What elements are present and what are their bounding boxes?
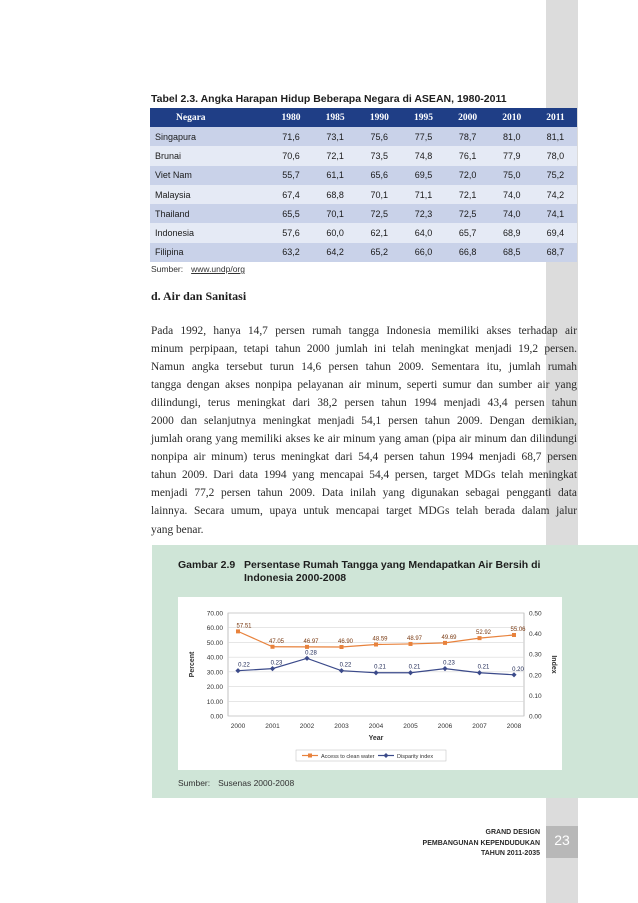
paragraph-line: tahun 2009. Dari data 1994 yang mencapai 54,4 persen, target MDGs telah meningkat bbox=[151, 469, 577, 482]
table-cell: Brunai bbox=[150, 146, 269, 165]
y2-axis-title: Index bbox=[550, 655, 557, 674]
table-cell: 66,8 bbox=[446, 243, 490, 262]
x-tick-label: 2007 bbox=[472, 723, 487, 730]
table-cell: 72,1 bbox=[446, 185, 490, 204]
data-point bbox=[374, 643, 378, 647]
table-cell: 64,0 bbox=[401, 223, 445, 242]
y2-tick-label: 0.40 bbox=[529, 631, 542, 639]
table-cell: 71,6 bbox=[269, 127, 313, 146]
table-header-cell: Negara bbox=[150, 108, 269, 127]
table-cell: 66,0 bbox=[401, 243, 445, 262]
table-cell: 65,7 bbox=[446, 223, 490, 242]
table-source-label: Sumber: bbox=[151, 264, 184, 274]
footer-line: GRAND DESIGN bbox=[485, 829, 540, 836]
paragraph-line: Pada 1992, hanya 14,7 persen rumah tangga Indonesia memiliki akses terhadap air bbox=[151, 325, 577, 337]
paragraph-line: 2000 dan selanjutnya meningkat menjadi 54,1 persen tahun 2009. Dengan demikian, bbox=[151, 415, 577, 428]
paragraph-line: Namun angka tersebut turun 14,6 persen tahun 2009. Sementara itu, jumlah rumah bbox=[151, 361, 577, 374]
data-point bbox=[305, 645, 309, 649]
legend-label: Disparity index bbox=[397, 754, 434, 760]
table-cell: 65,2 bbox=[357, 243, 401, 262]
y-tick-label: 60.00 bbox=[206, 625, 223, 633]
footer-line: PEMBANGUNAN KEPENDUDUKAN bbox=[422, 839, 540, 847]
figure-number: Gambar 2.9 bbox=[178, 559, 236, 571]
legend-marker bbox=[308, 754, 312, 758]
table-cell: 77,9 bbox=[490, 146, 534, 165]
table-cell: 75,2 bbox=[534, 166, 577, 185]
body-paragraph bbox=[151, 322, 577, 539]
y-tick-label: 10.00 bbox=[206, 698, 223, 706]
x-axis-title: Year bbox=[368, 735, 384, 742]
table-cell: 72,5 bbox=[357, 204, 401, 223]
data-label: 55.06 bbox=[510, 626, 526, 633]
data-label: 0.22 bbox=[339, 662, 352, 669]
table-cell: 67,4 bbox=[269, 185, 313, 204]
figure-source-label: Sumber: bbox=[178, 778, 211, 788]
y-tick-label: 50.00 bbox=[206, 639, 223, 647]
table-cell: 73,1 bbox=[313, 127, 357, 146]
data-label: 0.20 bbox=[512, 666, 524, 673]
table-cell: 78,0 bbox=[534, 146, 577, 165]
table-header-cell: 1990 bbox=[357, 108, 401, 127]
table-cell: 75,0 bbox=[490, 166, 534, 185]
footer-line: TAHUN 2011-2035 bbox=[480, 850, 540, 857]
table-header-cell: 1995 bbox=[401, 108, 445, 127]
data-label: 52.92 bbox=[475, 630, 492, 637]
data-label: 0.23 bbox=[443, 660, 455, 667]
x-tick-label: 2003 bbox=[334, 723, 349, 730]
table-cell: 64,2 bbox=[313, 243, 357, 262]
table-cell: 74,1 bbox=[534, 204, 577, 223]
table-cell: 77,5 bbox=[401, 127, 445, 146]
data-point bbox=[340, 645, 344, 649]
table-cell: 63,2 bbox=[269, 243, 313, 262]
water-access-chart bbox=[178, 597, 562, 770]
data-label: 0.21 bbox=[374, 664, 386, 671]
table-cell: 70,1 bbox=[357, 185, 401, 204]
paragraph-line: nonpipa air minum) terus meningkat dari 54,4 persen tahun 1994 menjadi 68,7 persen bbox=[151, 451, 577, 464]
table-cell: 72,3 bbox=[401, 204, 445, 223]
table-cell: 81,1 bbox=[534, 127, 577, 146]
paragraph-line: minum perpipaan, tetapi tahun 2000 jumlah ini telah meningkat menjadi 19,2 persen. bbox=[151, 343, 577, 356]
x-tick-label: 2002 bbox=[299, 723, 315, 730]
table-header-cell: 2000 bbox=[446, 108, 490, 127]
data-label: 0.28 bbox=[305, 650, 317, 657]
table-row bbox=[150, 166, 577, 185]
table-cell: 65,5 bbox=[269, 204, 313, 223]
y-tick-label: 70.00 bbox=[206, 610, 223, 618]
table-source bbox=[151, 264, 245, 274]
paragraph-line: lainnya. Secara umum, upaya untuk mencapai target MDGs telah berada dalam jalur bbox=[151, 505, 577, 518]
figure-title: Persentase Rumah Tangga yang Mendapatkan Air Bersih di Indonesia 2000-2008 bbox=[244, 559, 541, 584]
data-label: 0.23 bbox=[270, 660, 283, 667]
table-cell: 74,0 bbox=[490, 185, 534, 204]
data-point bbox=[478, 636, 482, 640]
table-cell: 72,5 bbox=[446, 204, 490, 223]
table-cell: 74,2 bbox=[534, 185, 577, 204]
table-cell: 75,6 bbox=[357, 127, 401, 146]
table-cell: 61,1 bbox=[313, 166, 357, 185]
table-cell: Indonesia bbox=[150, 223, 269, 242]
table-source-link[interactable]: www.undp/org bbox=[191, 264, 245, 274]
table-caption: Tabel 2.3. Angka Harapan Hidup Beberapa Negara di ASEAN, 1980-2011 bbox=[151, 93, 507, 105]
table-cell: 62,1 bbox=[357, 223, 401, 242]
table-cell: 60,0 bbox=[313, 223, 357, 242]
y2-tick-label: 0.10 bbox=[529, 692, 542, 700]
footer-title bbox=[400, 828, 540, 860]
x-tick-label: 2000 bbox=[230, 723, 246, 730]
page-number: 23 bbox=[554, 832, 570, 848]
table-cell: 70,1 bbox=[313, 204, 357, 223]
data-label: 49.69 bbox=[441, 634, 457, 641]
table-cell: 74,0 bbox=[490, 204, 534, 223]
data-point bbox=[236, 629, 240, 633]
data-point bbox=[443, 641, 447, 645]
y-axis-title: Percent bbox=[189, 651, 196, 678]
table-cell: Malaysia bbox=[150, 185, 269, 204]
table-cell: 68,5 bbox=[490, 243, 534, 262]
paragraph-line: yang benar. bbox=[151, 523, 204, 536]
chart-panel bbox=[178, 597, 562, 770]
table-row bbox=[150, 204, 577, 223]
figure-source-text: Susenas 2000-2008 bbox=[218, 778, 295, 788]
table-cell: 73,5 bbox=[357, 146, 401, 165]
table-cell: 78,7 bbox=[446, 127, 490, 146]
table-cell: 68,9 bbox=[490, 223, 534, 242]
table-cell: 65,6 bbox=[357, 166, 401, 185]
data-point bbox=[512, 633, 516, 637]
x-tick-label: 2004 bbox=[368, 723, 384, 730]
paragraph-line: menjadi 77,2 persen tahun 2009. Data inilah yang digunakan sebagai pengganti data bbox=[151, 487, 577, 500]
y-tick-label: 0.00 bbox=[210, 713, 223, 721]
table-row bbox=[150, 127, 577, 146]
table-cell: Thailand bbox=[150, 204, 269, 223]
data-label: 46.90 bbox=[337, 638, 354, 645]
legend-label: Access to clean water bbox=[321, 754, 375, 760]
table-cell: 71,1 bbox=[401, 185, 445, 204]
x-tick-label: 2006 bbox=[437, 723, 453, 730]
table-cell: 69,5 bbox=[401, 166, 445, 185]
y-tick-label: 20.00 bbox=[206, 684, 223, 692]
table-row bbox=[150, 223, 577, 242]
data-label: 46.97 bbox=[303, 638, 319, 645]
paragraph-line: dilindungi, terus meningkat dari 38,2 persen tahun 1994 menjadi 43,4 persen tahun bbox=[151, 397, 577, 410]
section-heading: d. Air dan Sanitasi bbox=[151, 289, 247, 303]
table-header-row bbox=[150, 108, 577, 127]
table-cell: 70,6 bbox=[269, 146, 313, 165]
table-cell: 69,4 bbox=[534, 223, 577, 242]
table-header-cell: 1985 bbox=[313, 108, 357, 127]
table-row bbox=[150, 146, 577, 165]
y2-tick-label: 0.20 bbox=[529, 672, 542, 680]
y-tick-label: 30.00 bbox=[206, 669, 223, 677]
table-cell: 68,8 bbox=[313, 185, 357, 204]
paragraph-line: jumlah orang yang memiliki akses ke air minum yang aman (pipa air minum dan dilindungi bbox=[151, 433, 577, 446]
table-header-cell: 1980 bbox=[269, 108, 313, 127]
paragraph-line: tangga dengan akses nonpipa pelayanan air minum, seperti sumur dan sumber air yang bbox=[151, 379, 577, 392]
y2-tick-label: 0.00 bbox=[529, 713, 542, 721]
data-label: 57.51 bbox=[236, 623, 252, 630]
table-header-cell: 2010 bbox=[490, 108, 534, 127]
table-cell: Viet Nam bbox=[150, 166, 269, 185]
table-cell: Filipina bbox=[150, 243, 269, 262]
table-row bbox=[150, 243, 577, 262]
data-label: 0.21 bbox=[477, 664, 490, 671]
data-point bbox=[409, 642, 413, 646]
y2-tick-label: 0.50 bbox=[529, 610, 542, 618]
y2-tick-label: 0.30 bbox=[529, 651, 542, 659]
table-row bbox=[150, 185, 577, 204]
data-point bbox=[271, 645, 275, 649]
table-cell: 72,0 bbox=[446, 166, 490, 185]
data-label: 48.59 bbox=[372, 636, 388, 643]
x-tick-label: 2001 bbox=[265, 723, 280, 730]
table-cell: 74,8 bbox=[401, 146, 445, 165]
table-cell: 55,7 bbox=[269, 166, 313, 185]
data-label: 0.21 bbox=[408, 664, 421, 671]
table-cell: 81,0 bbox=[490, 127, 534, 146]
table-header-cell: 2011 bbox=[534, 108, 577, 127]
table-body bbox=[150, 127, 577, 262]
life-expectancy-table bbox=[150, 108, 577, 262]
data-label: 0.22 bbox=[238, 662, 250, 669]
table-cell: 68,7 bbox=[534, 243, 577, 262]
data-label: 47.05 bbox=[268, 638, 285, 645]
data-label: 48.97 bbox=[406, 635, 423, 642]
table-cell: Singapura bbox=[150, 127, 269, 146]
table-cell: 72,1 bbox=[313, 146, 357, 165]
table-cell: 57,6 bbox=[269, 223, 313, 242]
figure-source bbox=[178, 778, 294, 788]
x-tick-label: 2005 bbox=[403, 723, 418, 730]
x-tick-label: 2008 bbox=[506, 723, 522, 730]
y-tick-label: 40.00 bbox=[206, 654, 223, 662]
table-cell: 76,1 bbox=[446, 146, 490, 165]
